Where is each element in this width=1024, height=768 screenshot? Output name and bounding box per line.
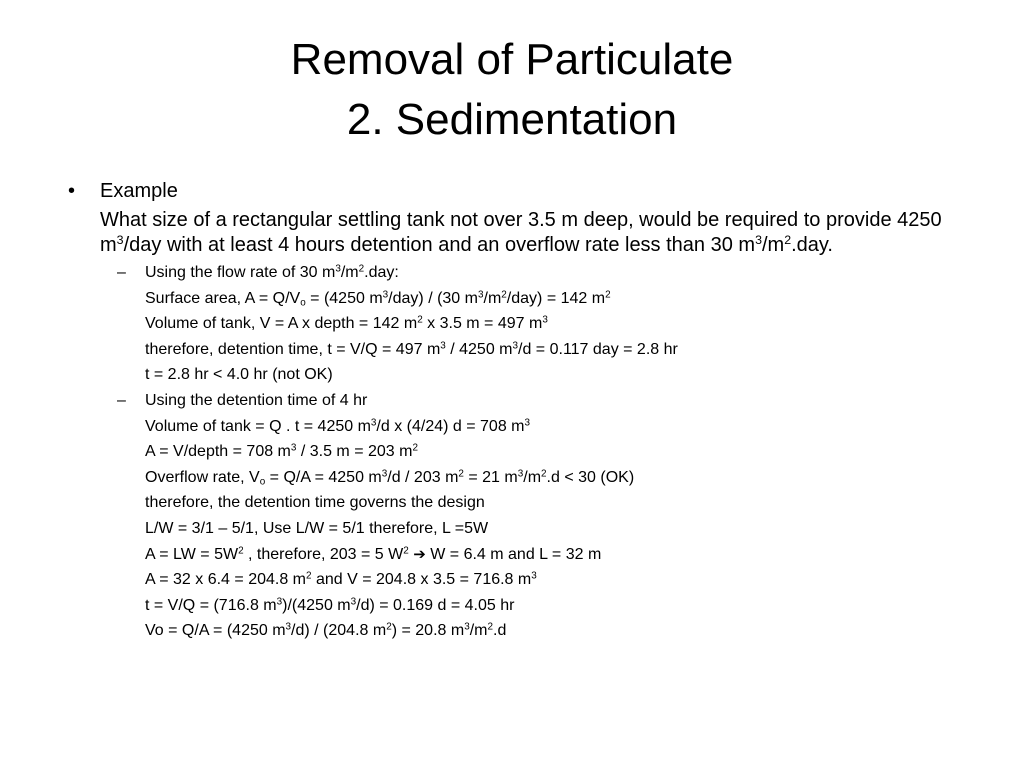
- superscript: 2: [458, 468, 464, 480]
- superscript: 3: [276, 596, 283, 608]
- text-fragment: A = LW = 5W: [145, 545, 239, 563]
- subscript: o: [259, 476, 266, 488]
- dimensions-line: [84, 542, 984, 568]
- superscript: 3: [464, 621, 470, 633]
- text-fragment: A = V/depth = 708 m: [145, 443, 291, 461]
- superscript: 3: [524, 417, 531, 429]
- text-fragment: , therefore, 203 = 5 W: [243, 545, 404, 563]
- text-fragment: Using the flow rate of 30 m: [145, 264, 336, 281]
- dash-icon: –: [117, 391, 126, 409]
- text-fragment: .day:: [364, 264, 399, 281]
- text-fragment: Volume of tank, V = A x depth = 142 m: [145, 315, 418, 333]
- not-ok-line: t = 2.8 hr < 4.0 hr (not OK): [145, 366, 333, 384]
- superscript: 2: [487, 621, 494, 633]
- superscript: 3: [381, 468, 388, 480]
- final-detention-line: [84, 593, 984, 619]
- superscript: 3: [755, 233, 762, 248]
- text-fragment: /d = 0.117 day = 2.8 hr: [518, 340, 678, 358]
- text-fragment: t = V/Q = (716.8 m: [145, 596, 277, 614]
- superscript: 2: [541, 468, 547, 480]
- superscript: 2: [386, 621, 392, 633]
- superscript: 3: [531, 570, 537, 582]
- text-fragment: .day.: [791, 234, 833, 256]
- text-fragment: /d / 203 m: [387, 468, 459, 486]
- arrow-right-icon: ➔: [413, 544, 426, 563]
- title-line-1: Removal of Particulate: [290, 35, 734, 84]
- superscript: 3: [512, 340, 519, 352]
- text-fragment: ) = 20.8 m: [391, 622, 465, 640]
- superscript: 2: [417, 314, 423, 326]
- text-fragment: /m: [469, 622, 488, 640]
- superscript: 2: [784, 233, 792, 248]
- text-fragment: Surface area, A = Q/V: [145, 289, 301, 307]
- text-fragment: = (4250 m: [305, 289, 383, 307]
- text-fragment: .d < 30 (OK): [546, 468, 635, 486]
- ratio-line: L/W = 3/1 – 5/1, Use L/W = 5/1 therefore, L =5W: [145, 519, 489, 537]
- text-fragment: /day) = 142 m: [506, 289, 606, 307]
- superscript: 3: [285, 621, 292, 633]
- superscript: 2: [403, 545, 409, 557]
- superscript: 3: [335, 263, 341, 275]
- text-fragment: A = 32 x 6.4 = 204.8 m: [145, 571, 306, 589]
- superscript: 3: [290, 442, 297, 454]
- text-fragment: / 4250 m: [445, 340, 513, 358]
- superscript: 3: [517, 468, 524, 480]
- superscript: 3: [440, 340, 446, 352]
- volume-of-tank-line: [84, 311, 984, 337]
- superscript: 3: [542, 314, 548, 326]
- superscript: 3: [350, 596, 357, 608]
- superscript: 3: [477, 289, 484, 301]
- final-area-volume-line: [84, 567, 984, 593]
- text-fragment: W = 6.4 m and L = 32 m: [425, 545, 602, 563]
- sub-bullet-detention-time: [84, 388, 984, 414]
- text-fragment: /m: [761, 234, 785, 256]
- governs-line: therefore, the detention time governs the design: [145, 494, 485, 512]
- text-fragment: )/(4250 m: [282, 596, 351, 614]
- overflow-rate-line: [84, 465, 984, 491]
- title-line-2: 2. Sedimentation: [346, 95, 678, 144]
- surface-area-line: [84, 286, 984, 312]
- text-fragment: = Q/A = 4250 m: [265, 468, 382, 486]
- superscript: 2: [605, 289, 611, 301]
- text-fragment: Volume of tank = Q . t = 4250 m: [145, 417, 371, 435]
- problem-statement: [84, 208, 984, 258]
- text-fragment: /m: [483, 289, 502, 307]
- superscript: 2: [358, 263, 365, 275]
- bullet-example: [68, 178, 984, 204]
- bullet-label: Example: [100, 180, 178, 202]
- text-fragment: .d: [493, 622, 507, 640]
- superscript: 3: [116, 233, 124, 248]
- superscript: 3: [370, 417, 377, 429]
- detention-time-line: [84, 337, 984, 363]
- superscript: 2: [501, 289, 507, 301]
- text-fragment: Vo = Q/A = (4250 m: [145, 622, 286, 640]
- text-fragment: /day with at least 4 hours detention and an overflow rate less than 30 m: [123, 234, 756, 256]
- sub-bullet-flow-rate: [84, 260, 984, 286]
- text-fragment: Overflow rate, V: [145, 468, 260, 486]
- text-fragment: Using the detention time of 4 hr: [145, 391, 368, 409]
- text-fragment: /d) / (204.8 m: [291, 622, 387, 640]
- text-fragment: What size of a rectangular settling tank not over 3.5 m deep, would be required to provide 4250 m: [100, 209, 942, 256]
- slide-body: [68, 178, 984, 644]
- subscript: o: [300, 297, 306, 309]
- volume-line: [84, 414, 984, 440]
- dash-icon: –: [117, 264, 126, 281]
- text-fragment: /d x (4/24) d = 708 m: [376, 417, 525, 435]
- final-overflow-line: [84, 618, 984, 644]
- superscript: 2: [412, 442, 418, 454]
- text-fragment: /day) / (30 m: [388, 289, 478, 307]
- text-fragment: x 3.5 m = 497 m: [422, 315, 543, 333]
- slide-title: [0, 30, 1024, 150]
- text-fragment: /m: [340, 264, 359, 281]
- superscript: 2: [306, 570, 312, 582]
- superscript: 3: [382, 289, 389, 301]
- bullet-dot-icon: •: [68, 180, 76, 202]
- text-fragment: therefore, detention time, t = V/Q = 497 m: [145, 340, 441, 358]
- area-line: [84, 439, 984, 465]
- text-fragment: /m: [523, 468, 542, 486]
- text-fragment: / 3.5 m = 203 m: [296, 443, 413, 461]
- text-fragment: = 21 m: [463, 468, 518, 486]
- text-fragment: /d) = 0.169 d = 4.05 hr: [356, 596, 515, 614]
- text-fragment: and V = 204.8 x 3.5 = 716.8 m: [311, 571, 532, 589]
- superscript: 2: [238, 545, 244, 557]
